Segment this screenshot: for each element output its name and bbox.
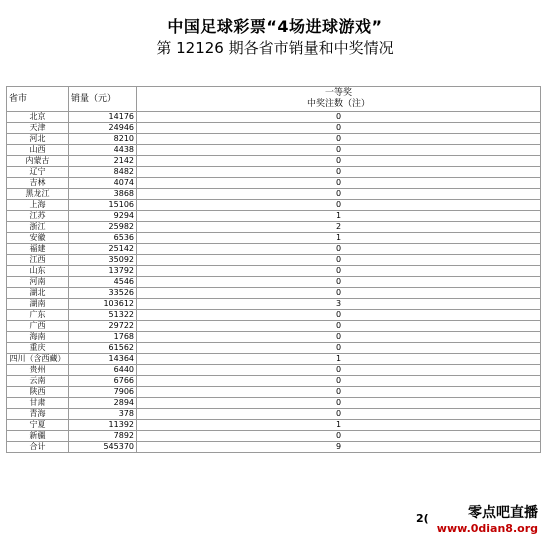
cell-sales: 25142	[69, 244, 137, 255]
watermark-url: www.0dian8.org	[436, 522, 538, 535]
table-total-row	[7, 442, 541, 453]
cell-winners: 0	[137, 310, 541, 321]
cell-province: 江西	[7, 255, 69, 266]
cell-sales: 24946	[69, 123, 137, 134]
table-row	[7, 431, 541, 442]
cell-sales: 51322	[69, 310, 137, 321]
cell-winners: 9	[137, 442, 541, 453]
cell-sales: 2142	[69, 156, 137, 167]
table-row	[7, 354, 541, 365]
table-row	[7, 409, 541, 420]
cell-sales: 14364	[69, 354, 137, 365]
cell-sales: 8210	[69, 134, 137, 145]
cell-winners: 0	[137, 167, 541, 178]
cell-winners: 0	[137, 376, 541, 387]
cell-winners: 0	[137, 112, 541, 123]
cell-sales: 4438	[69, 145, 137, 156]
table-row	[7, 189, 541, 200]
cell-sales: 25982	[69, 222, 137, 233]
cell-winners: 1	[137, 354, 541, 365]
cell-winners: 0	[137, 178, 541, 189]
table-header-row	[7, 87, 541, 112]
cell-sales: 3868	[69, 189, 137, 200]
cell-sales: 33526	[69, 288, 137, 299]
cell-winners: 0	[137, 255, 541, 266]
cell-province: 河北	[7, 134, 69, 145]
cell-province: 内蒙古	[7, 156, 69, 167]
table-row	[7, 233, 541, 244]
cell-sales: 4546	[69, 277, 137, 288]
cell-province: 贵州	[7, 365, 69, 376]
cell-province: 甘肃	[7, 398, 69, 409]
cell-sales: 61562	[69, 343, 137, 354]
table-row	[7, 288, 541, 299]
table-body	[7, 112, 541, 453]
cell-winners: 0	[137, 145, 541, 156]
cell-province: 辽宁	[7, 167, 69, 178]
cell-sales: 13792	[69, 266, 137, 277]
cell-winners: 0	[137, 200, 541, 211]
cell-sales: 103612	[69, 299, 137, 310]
cell-sales: 11392	[69, 420, 137, 431]
cell-winners: 0	[137, 321, 541, 332]
cell-province: 山西	[7, 145, 69, 156]
cell-sales: 2894	[69, 398, 137, 409]
page-number-fragment: 2(	[416, 512, 429, 525]
cell-province: 黑龙江	[7, 189, 69, 200]
table-row	[7, 332, 541, 343]
cell-sales: 4074	[69, 178, 137, 189]
site-watermark	[437, 502, 538, 535]
table-row	[7, 112, 541, 123]
column-header-prize-line2: 中奖注数（注）	[306, 99, 370, 109]
cell-winners: 0	[137, 277, 541, 288]
table-row	[7, 244, 541, 255]
cell-province: 广东	[7, 310, 69, 321]
table-row	[7, 266, 541, 277]
cell-province: 吉林	[7, 178, 69, 189]
cell-province: 宁夏	[7, 420, 69, 431]
table-row	[7, 387, 541, 398]
cell-province: 海南	[7, 332, 69, 343]
table-row	[7, 277, 541, 288]
cell-winners: 0	[137, 387, 541, 398]
cell-sales: 15106	[69, 200, 137, 211]
cell-winners: 0	[137, 288, 541, 299]
table-row	[7, 321, 541, 332]
column-header-sales: 销量（元）	[69, 87, 137, 112]
cell-winners: 0	[137, 431, 541, 442]
cell-province: 浙江	[7, 222, 69, 233]
table-row	[7, 255, 541, 266]
cell-winners: 3	[137, 299, 541, 310]
cell-province: 重庆	[7, 343, 69, 354]
cell-sales: 6766	[69, 376, 137, 387]
cell-sales: 8482	[69, 167, 137, 178]
cell-winners: 1	[137, 211, 541, 222]
cell-winners: 0	[137, 398, 541, 409]
cell-sales: 6440	[69, 365, 137, 376]
table-row	[7, 420, 541, 431]
cell-province: 湖北	[7, 288, 69, 299]
cell-sales: 35092	[69, 255, 137, 266]
cell-winners: 0	[137, 123, 541, 134]
cell-province: 安徽	[7, 233, 69, 244]
cell-winners: 0	[137, 365, 541, 376]
cell-province: 河南	[7, 277, 69, 288]
page-subtitle: 第 12126 期各省市销量和中奖情况	[156, 39, 394, 57]
table-row	[7, 145, 541, 156]
cell-winners: 0	[137, 266, 541, 277]
cell-winners: 0	[137, 156, 541, 167]
cell-province: 青海	[7, 409, 69, 420]
page-title: 中国足球彩票“4场进球游戏”	[167, 17, 383, 36]
table-row	[7, 365, 541, 376]
table-row	[7, 123, 541, 134]
cell-province: 天津	[7, 123, 69, 134]
column-header-prize-line1: 一等奖	[324, 88, 352, 98]
column-header-province: 省市	[7, 87, 69, 112]
cell-sales: 545370	[69, 442, 137, 453]
table-row	[7, 343, 541, 354]
cell-province: 新疆	[7, 431, 69, 442]
cell-province: 北京	[7, 112, 69, 123]
cell-province: 云南	[7, 376, 69, 387]
cell-province: 合计	[7, 442, 69, 453]
cell-province: 福建	[7, 244, 69, 255]
cell-sales: 1768	[69, 332, 137, 343]
cell-winners: 0	[137, 134, 541, 145]
cell-winners: 0	[137, 244, 541, 255]
cell-province: 山东	[7, 266, 69, 277]
table-row	[7, 310, 541, 321]
table-row	[7, 156, 541, 167]
cell-province: 江苏	[7, 211, 69, 222]
cell-sales: 7892	[69, 431, 137, 442]
cell-winners: 0	[137, 332, 541, 343]
watermark-title: 零点吧直播	[468, 505, 538, 521]
table-row	[7, 211, 541, 222]
cell-winners: 1	[137, 233, 541, 244]
cell-sales: 7906	[69, 387, 137, 398]
cell-winners: 0	[137, 189, 541, 200]
table-row	[7, 167, 541, 178]
cell-sales: 378	[69, 409, 137, 420]
cell-sales: 6536	[69, 233, 137, 244]
cell-province: 四川（含西藏）	[7, 354, 69, 365]
cell-province: 陕西	[7, 387, 69, 398]
sales-table	[6, 86, 541, 453]
table-row	[7, 134, 541, 145]
cell-province: 上海	[7, 200, 69, 211]
cell-winners: 0	[137, 409, 541, 420]
table-row	[7, 222, 541, 233]
table-row	[7, 299, 541, 310]
cell-winners: 1	[137, 420, 541, 431]
column-header-first-prize	[137, 87, 541, 112]
cell-winners: 2	[137, 222, 541, 233]
cell-sales: 14176	[69, 112, 137, 123]
cell-sales: 29722	[69, 321, 137, 332]
cell-province: 湖南	[7, 299, 69, 310]
cell-sales: 9294	[69, 211, 137, 222]
table-row	[7, 376, 541, 387]
table-row	[7, 178, 541, 189]
table-row	[7, 398, 541, 409]
table-row	[7, 200, 541, 211]
cell-province: 广西	[7, 321, 69, 332]
cell-winners: 0	[137, 343, 541, 354]
